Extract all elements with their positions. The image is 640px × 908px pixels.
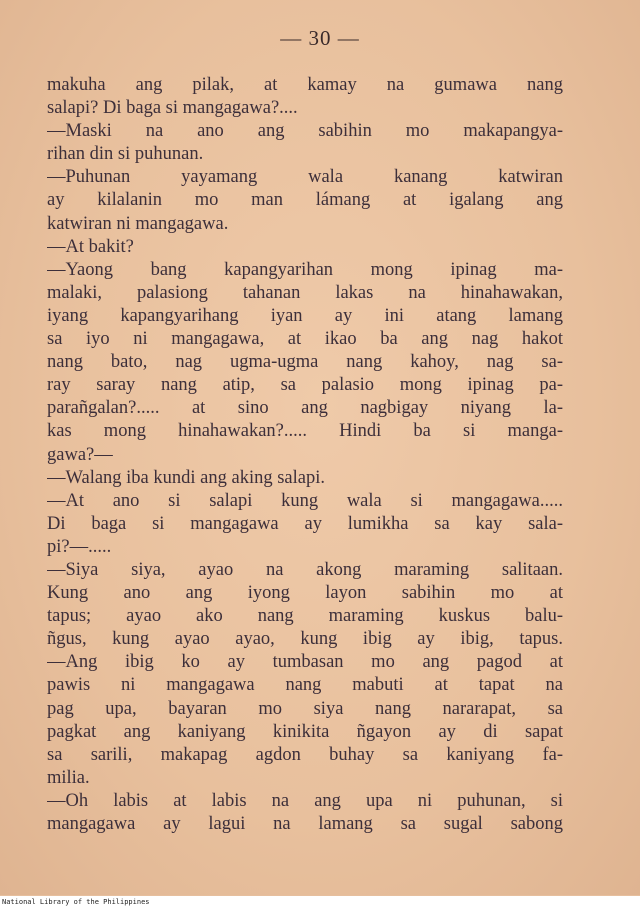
text-line: gawa?— xyxy=(47,444,113,465)
text-line: —Siya siya, ayao na akong maraming salitaan. xyxy=(47,559,563,580)
text-line: ray saray nang atip, sa palasio mong ipinag pa- xyxy=(47,375,563,396)
text-line: ay kilalanin mo man lámang at igalang ang xyxy=(47,190,563,211)
text-line: sa sarili, makapag agdon buhay sa kaniyang fa- xyxy=(47,744,563,765)
text-line: Kung ano ang iyong layon sabihin mo at xyxy=(47,583,563,604)
text-line: salapi? Di baga si mangagawa?.... xyxy=(47,98,298,119)
text-line: katwiran ni mangagawa. xyxy=(47,213,229,234)
text-line: rihan din si puhunan. xyxy=(47,144,204,165)
text-line: pag upa, bayaran mo siya nang nararapat, sa xyxy=(47,698,563,719)
text-line: tapus; ayao ako nang maraming kuskus balu- xyxy=(47,606,563,627)
text-line: —At ano si salapi kung wala si mangagawa..... xyxy=(47,490,563,511)
text-line: pagkat ang kaniyang kinikita ñgayon ay di sapat xyxy=(47,721,563,742)
text-line: ñgus, kung ayao ayao, kung ibig ay ibig, tapus. xyxy=(47,629,563,650)
footer-attribution: National Library of the Philippines xyxy=(2,898,150,906)
text-line: iyang kapangyarihang iyan ay ini atang lamang xyxy=(47,305,563,326)
page-number: — 30 — xyxy=(280,26,360,50)
text-line: malaki, palasiong tahanan lakas na hinahawakan, xyxy=(47,282,563,303)
text-body xyxy=(47,74,563,836)
footer-bar xyxy=(0,896,640,908)
text-line: pi?—..... xyxy=(47,536,112,557)
text-line: —Ang ibig ko ay tumbasan mo ang pagod at xyxy=(47,652,563,673)
text-line: makuha ang pilak, at kamay na gumawa nang xyxy=(47,75,563,95)
text-line: kas mong hinahawakan?..... Hindi ba si manga- xyxy=(47,421,563,442)
text-line: —Puhunan yayamang wala kanang katwiran xyxy=(47,167,563,188)
text-line: sa iyo ni mangagawa, at ikao ba ang nag hakot xyxy=(47,329,563,350)
text-line: Di baga si mangagawa ay lumikha sa kay sala- xyxy=(47,513,563,534)
text-line: —Maski na ano ang sabihin mo makapangya- xyxy=(47,121,563,142)
text-line: nang bato, nag ugma-ugma nang kahoy, nag sa- xyxy=(47,352,563,373)
text-line: —Walang iba kundi ang aking salapi. xyxy=(47,467,325,488)
text-line: pawis ni mangagawa nang mabuti at tapat na xyxy=(47,675,563,696)
text-line: —Oh labis at labis na ang upa ni puhunan, si xyxy=(47,790,563,811)
text-line: mangagawa ay lagui na lamang sa sugal sabong xyxy=(47,814,563,834)
text-line: parañgalan?..... at sino ang nagbigay niyang la- xyxy=(47,398,563,419)
text-line: —Yaong bang kapangyarihan mong ipinag ma- xyxy=(47,259,563,280)
text-line: milia. xyxy=(47,767,90,788)
text-line: —At bakit? xyxy=(47,236,134,257)
